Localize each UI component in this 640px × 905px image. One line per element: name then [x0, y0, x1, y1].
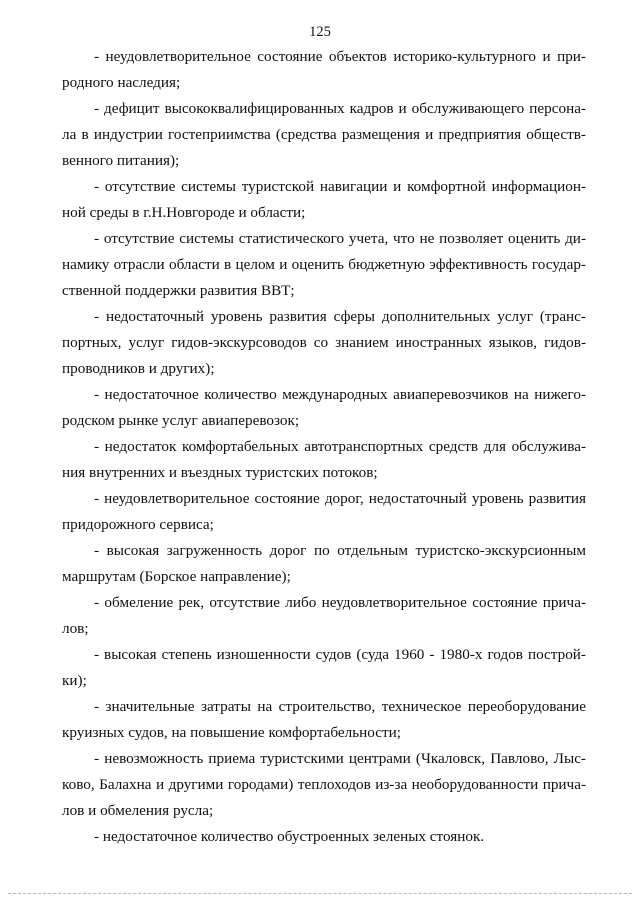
list-item-paragraph	[62, 590, 586, 642]
list-item-paragraph	[62, 486, 586, 538]
paragraph-line: ки);	[62, 672, 87, 689]
list-item-paragraph	[62, 226, 586, 304]
list-item-paragraph	[62, 538, 586, 590]
paragraph-line: - неудовлетворительное состояние дорог, недостаточный уровень развития	[94, 490, 586, 507]
list-item-paragraph	[62, 382, 586, 434]
list-item-paragraph	[62, 44, 586, 96]
paragraph-line: - обмеление рек, отсутствие либо неудовлетворительное состояние прича-	[94, 594, 586, 611]
paragraph-line: круизных судов, на повышение комфортабельности;	[62, 724, 401, 741]
paragraph-line: намику отрасли области в целом и оценить бюджетную эффективность государ-	[62, 256, 586, 273]
list-item-paragraph	[62, 746, 586, 824]
paragraph-line: придорожного сервиса;	[62, 516, 214, 533]
paragraph-line: - недостаток комфортабельных автотранспортных средств для обслужива-	[94, 438, 586, 455]
page-number: 125	[309, 24, 331, 40]
paragraph-line: - невозможность приема туристскими центрами (Чкаловск, Павлово, Лыс-	[94, 750, 586, 767]
paragraph-line: лов и обмеления русла;	[62, 802, 214, 819]
paragraph-line: - отсутствие системы туристской навигации и комфортной информацион-	[94, 178, 586, 195]
paragraph-line: - значительные затраты на строительство, техническое переоборудование	[94, 698, 586, 715]
paragraph-line: проводников и других);	[62, 360, 215, 377]
paragraph-line: - отсутствие системы статистического учета, что не позволяет оценить ди-	[94, 230, 586, 247]
paragraph-line: - высокая загруженность дорог по отдельным туристско-экскурсионным	[94, 542, 586, 559]
paragraph-line: ково, Балахна и другими городами) теплоходов из-за необорудованности прича-	[62, 776, 586, 793]
paragraph-line: ла в индустрии гостеприимства (средства размещения и предприятия обществ-	[62, 126, 586, 143]
list-item-paragraph	[62, 304, 586, 382]
paragraph-line: лов;	[62, 620, 89, 637]
list-item-paragraph	[62, 694, 586, 746]
paragraph-line: - высокая степень изношенности судов (суда 1960 - 1980-х годов построй-	[94, 646, 586, 663]
paragraph-line: родском рынке услуг авиаперевозок;	[62, 412, 300, 429]
document-body	[62, 44, 586, 850]
paragraph-line: ной среды в г.Н.Новгороде и области;	[62, 204, 306, 221]
list-item-paragraph	[62, 174, 586, 226]
paragraph-line: - дефицит высококвалифицированных кадров и обслуживающего персона-	[94, 100, 586, 117]
list-item-paragraph	[62, 434, 586, 486]
paragraph-line: ния внутренних и въездных туристских потоков;	[62, 464, 378, 481]
list-item-paragraph	[62, 824, 586, 850]
paragraph-line: портных, услуг гидов-экскурсоводов со знанием иностранных языков, гидов-	[62, 334, 586, 351]
list-item-paragraph	[62, 642, 586, 694]
paragraph-line: - недостаточное количество международных авиаперевозчиков на нижего-	[94, 386, 586, 403]
paragraph-line: - недостаточный уровень развития сферы дополнительных услуг (транс-	[94, 308, 586, 325]
paragraph-line: - недостаточное количество обустроенных зеленых стоянок.	[94, 828, 485, 845]
paragraph-line: маршрутам (Борское направление);	[62, 568, 291, 585]
footer-rule	[8, 893, 632, 894]
paragraph-line: венного питания);	[62, 152, 180, 169]
list-item-paragraph	[62, 96, 586, 174]
paragraph-line: родного наследия;	[62, 74, 181, 91]
paragraph-line: - неудовлетворительное состояние объектов историко-культурного и при-	[94, 48, 586, 65]
paragraph-line: ственной поддержки развития ВВТ;	[62, 282, 295, 299]
